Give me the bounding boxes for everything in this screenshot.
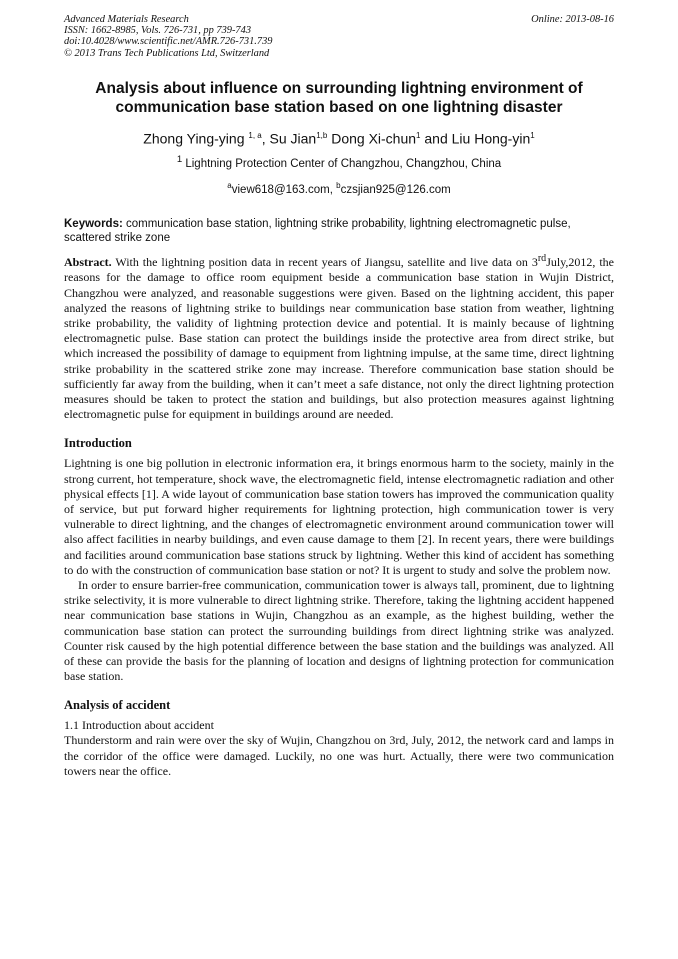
affiliation-mark: 1 bbox=[176, 154, 183, 166]
keywords bbox=[64, 217, 614, 245]
author-3: Dong Xi-chun bbox=[327, 130, 417, 147]
paper-title-line-2: communication base station based on one lightning disaster bbox=[115, 98, 563, 116]
abstract-sup: rd bbox=[537, 253, 547, 265]
section-heading-introduction: Introduction bbox=[64, 436, 132, 451]
section-heading-analysis: Analysis of accident bbox=[64, 698, 171, 713]
analysis-paragraph-1: Thunderstorm and rain were over the sky of Wujin, Changzhou on 3rd, July, 2012, the network card and lamps in the corridor of the office were damaged. Luckily, no one was hurt. Actually, there were two communication towers near the office. bbox=[64, 733, 614, 778]
introduction-paragraph-2: In order to ensure barrier-free communication, communication tower is always tall, prominent, due to lightning strike selectivity, it is more vulnerable to direct lightning strike. Therefore, taking the lightning accident happened near communication base stations in Wujin, Changzhou as an example, as the highest building, wether the communication base station can protect the surrounding buildings from direct lightning strike was analyzed. Counter risk caused by the high potential difference between the base station and the buildings was analyzed. All of these can provide the basis for the planning of location and designs of lightning protection for communication base station. bbox=[64, 577, 614, 684]
author-1-affil-mark: 1, a bbox=[248, 130, 262, 140]
journal-issn: ISSN: 1662-8985, Vols. 726-731, pp 739-743 bbox=[64, 25, 252, 37]
journal-doi: doi:10.4028/www.scientific.net/AMR.726-731.739 bbox=[64, 36, 273, 48]
author-2-affil-mark: 1,b bbox=[316, 130, 328, 140]
online-date: Online: 2013-08-16 bbox=[531, 14, 614, 25]
author-1: Zhong Ying-ying bbox=[143, 130, 245, 147]
abstract bbox=[64, 251, 614, 422]
introduction-paragraph-1: Lightning is one big pollution in electronic information era, it brings enormous harm to the society, mainly in the strong current, hot temperature, shock wave, the electromagnetic field, intense electromagnetic radiation and other physical effects [1]. A wide layout of communication base station towers has improved the communication quality of service, but put forward higher requirements for lightning protection, high communication tower is very vulnerable to direct lightning, and the changes of electromagnetic environment around communication tower will also affect facilities in nearby buildings, and even cause damage to them [2]. In recent years, there were buildings and facilities around communication base stations struck by lightning. Wether this kind of accident has something to do with the construction of communication base station or not? It is urgent to study and solve the problem now. bbox=[64, 456, 614, 577]
journal-name: Advanced Materials Research bbox=[64, 14, 189, 25]
author-2: , Su Jian bbox=[261, 130, 317, 147]
paper-title-line-1: Analysis about influence on surrounding lightning environment of bbox=[95, 79, 583, 97]
paper-title bbox=[64, 79, 614, 117]
author-3-affil-mark: 1 bbox=[416, 130, 421, 140]
affiliation-text: Lightning Protection Center of Changzhou, Changzhou, China bbox=[185, 158, 502, 171]
keywords-label: Keywords: bbox=[64, 218, 123, 231]
keywords-text: communication base station, lightning strike probability, lightning electromagnetic pulse, scattered strike zone bbox=[64, 218, 571, 245]
contact-emails bbox=[64, 179, 614, 197]
email-a-mark: a bbox=[227, 181, 232, 191]
author-4: and Liu Hong-yin bbox=[420, 130, 531, 147]
author-4-affil-mark: 1 bbox=[530, 130, 535, 140]
abstract-text-pre: With the lightning position data in recent years of Jiangsu, satellite and live data on 3 bbox=[111, 255, 538, 270]
affiliation bbox=[64, 153, 614, 171]
journal-copyright: © 2013 Trans Tech Publications Ltd, Switzerland bbox=[64, 47, 270, 59]
abstract-label: Abstract. bbox=[64, 255, 112, 270]
author-list bbox=[64, 127, 614, 148]
email-a[interactable]: view618@163.com, bbox=[231, 184, 337, 197]
email-b[interactable]: czsjian925@126.com bbox=[340, 184, 451, 197]
journal-header bbox=[64, 14, 614, 59]
abstract-text-post: July,2012, the reasons for the damage to office room equipment beside a communication base station in Wujin District, Changzhou were analyzed, and reasonable suggestions were given. Based on the lightning accident, this paper analyzed the reasons of lightning strike to buildings near communication base station from weather, lightning strike probability, the validity of lightning protection device and potential. It is mainly because of lightning electromagnetic pulse. Base station can protect the buildings inside the protective area from direct strike, but which increased the possibility of damage to equipment from lightning impulse, at the same time, direct lightning strike probability in the scattered strike zone may increase. Therefore communication base station should be sufficiently far away from the building, when it can’t meet a safe distance, not only the direct lightning protection measures should be taken to protect the station and buildings, but also protection measures against lightning electromagnetic pulse for equipment in buildings around are needed. bbox=[64, 255, 614, 422]
email-b-mark: b bbox=[336, 181, 341, 191]
subsection-heading-1-1: 1.1 Introduction about accident bbox=[64, 718, 214, 733]
